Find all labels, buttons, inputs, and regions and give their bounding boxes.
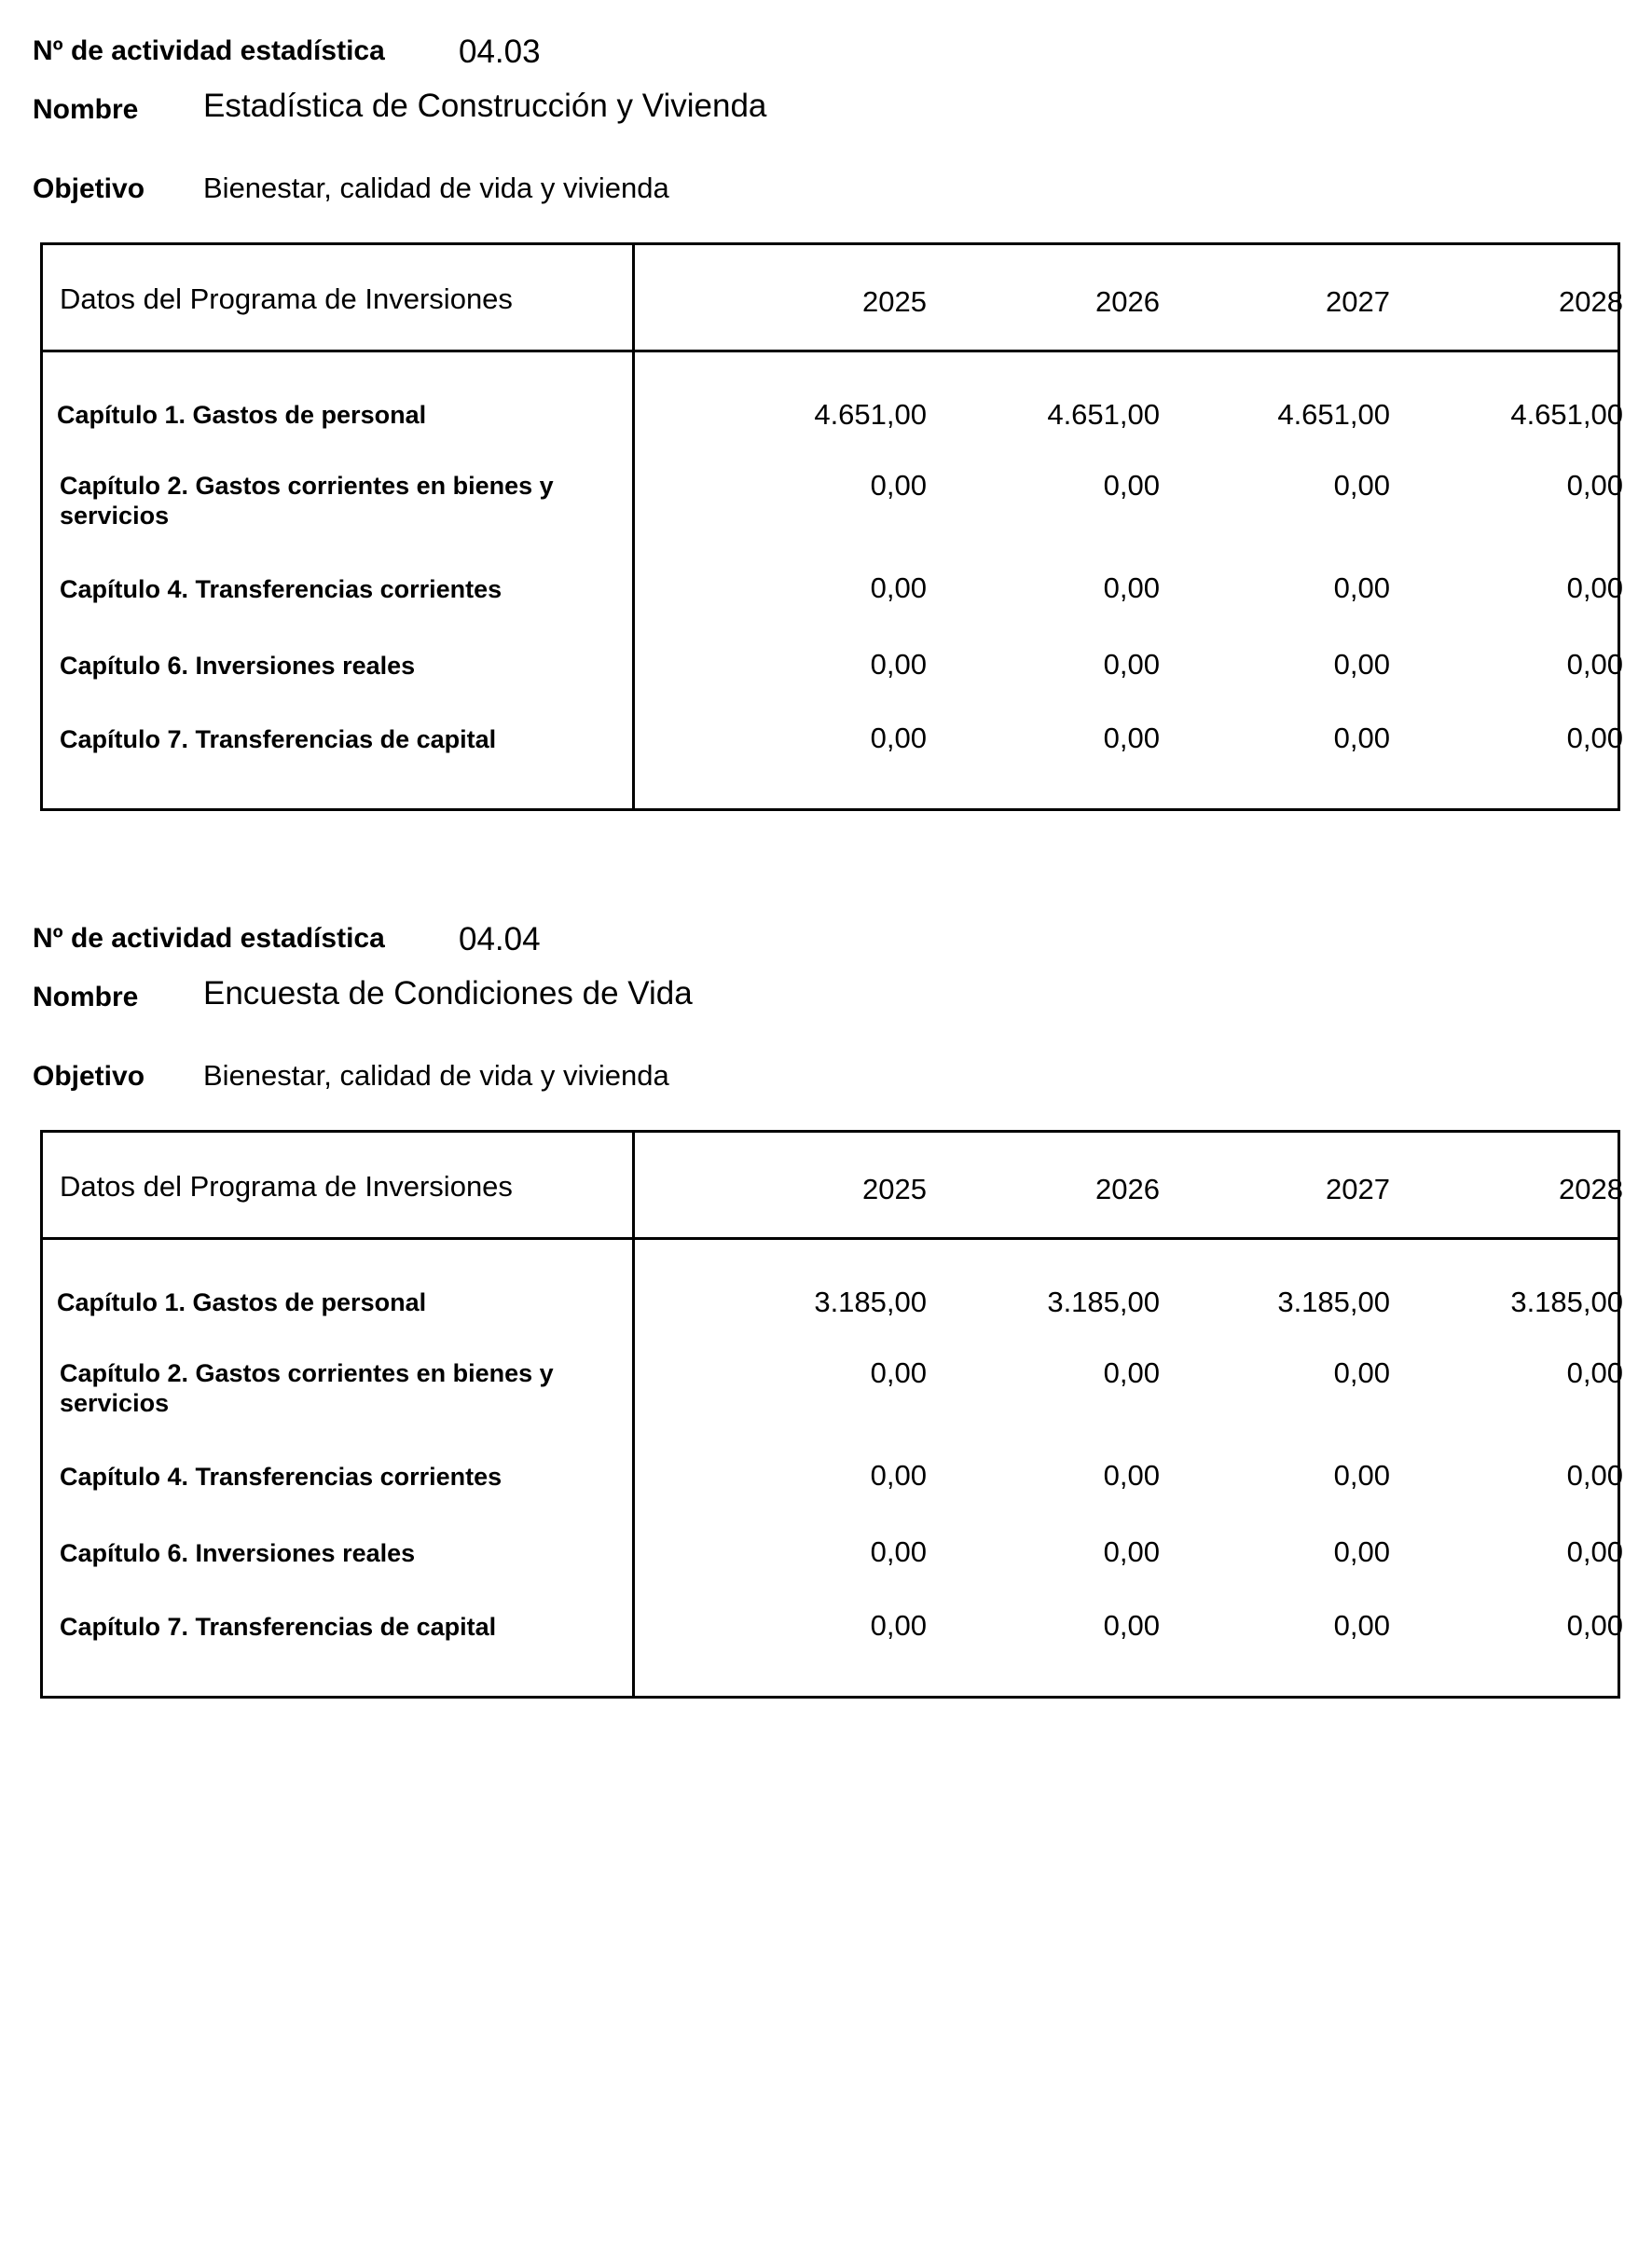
year-header: 2028 bbox=[1559, 285, 1623, 318]
activity-number-value: 04.03 bbox=[459, 34, 541, 70]
header-divider bbox=[43, 350, 1618, 352]
row-value: 0,00 bbox=[870, 648, 927, 681]
row-value: 0,00 bbox=[1333, 1535, 1390, 1568]
year-header: 2028 bbox=[1559, 1173, 1623, 1205]
row-value: 0,00 bbox=[1566, 722, 1623, 754]
row-label: Capítulo 7. Transferencias de capital bbox=[60, 1613, 497, 1641]
row-value: 0,00 bbox=[1566, 648, 1623, 681]
row-value: 4.651,00 bbox=[1047, 398, 1160, 431]
activity-section-1 bbox=[0, 0, 1652, 820]
row-value: 0,00 bbox=[870, 1535, 927, 1568]
year-header: 2026 bbox=[1095, 1173, 1160, 1205]
row-label: Capítulo 2. Gastos corrientes en bienes y servicios bbox=[60, 472, 554, 530]
row-label: Capítulo 6. Inversiones reales bbox=[60, 652, 416, 680]
row-value: 0,00 bbox=[1333, 1609, 1390, 1642]
year-header: 2026 bbox=[1095, 285, 1160, 318]
row-value: 0,00 bbox=[1566, 571, 1623, 604]
row-value: 0,00 bbox=[1103, 1459, 1160, 1492]
row-value: 0,00 bbox=[1566, 1609, 1623, 1642]
row-value: 0,00 bbox=[870, 1609, 927, 1642]
row-value: 0,00 bbox=[1333, 1459, 1390, 1492]
activity-number-label: Nº de actividad estadística bbox=[33, 923, 385, 954]
row-value: 0,00 bbox=[1103, 722, 1160, 754]
row-value: 0,00 bbox=[1566, 1535, 1623, 1568]
row-value: 0,00 bbox=[1333, 571, 1390, 604]
row-value: 0,00 bbox=[870, 1356, 927, 1389]
objective-label: Objetivo bbox=[33, 173, 145, 204]
row-value: 0,00 bbox=[870, 571, 927, 604]
objective-value: Bienestar, calidad de vida y vivienda bbox=[203, 1059, 669, 1092]
name-label: Nombre bbox=[33, 94, 139, 125]
row-label: Capítulo 7. Transferencias de capital bbox=[60, 725, 497, 753]
year-header: 2025 bbox=[862, 1173, 927, 1205]
header-divider bbox=[43, 1237, 1618, 1240]
column-divider bbox=[632, 245, 635, 808]
row-value: 0,00 bbox=[1333, 722, 1390, 754]
row-value: 3.185,00 bbox=[1047, 1286, 1160, 1318]
activity-number-value: 04.04 bbox=[459, 921, 541, 957]
row-label: Capítulo 4. Transferencias corrientes bbox=[60, 1463, 502, 1491]
row-value: 4.651,00 bbox=[1277, 398, 1390, 431]
row-value: 0,00 bbox=[1103, 469, 1160, 502]
row-value: 0,00 bbox=[1103, 1356, 1160, 1389]
row-value: 0,00 bbox=[870, 722, 927, 754]
table-header-label: Datos del Programa de Inversiones bbox=[60, 282, 513, 315]
row-value: 4.651,00 bbox=[1510, 398, 1623, 431]
objective-label: Objetivo bbox=[33, 1061, 145, 1092]
objective-value: Bienestar, calidad de vida y vivienda bbox=[203, 172, 669, 204]
column-divider bbox=[632, 1133, 635, 1696]
row-value: 3.185,00 bbox=[814, 1286, 927, 1318]
row-label: Capítulo 1. Gastos de personal bbox=[57, 401, 427, 429]
activity-section-2 bbox=[0, 888, 1652, 1708]
row-label: Capítulo 2. Gastos corrientes en bienes y servicios bbox=[60, 1359, 554, 1417]
row-value: 0,00 bbox=[1103, 1609, 1160, 1642]
row-value: 0,00 bbox=[1333, 469, 1390, 502]
row-label: Capítulo 6. Inversiones reales bbox=[60, 1539, 416, 1567]
year-header: 2027 bbox=[1326, 285, 1390, 318]
row-value: 0,00 bbox=[1333, 1356, 1390, 1389]
activity-number-label: Nº de actividad estadística bbox=[33, 35, 385, 66]
row-value: 0,00 bbox=[870, 1459, 927, 1492]
row-label: Capítulo 1. Gastos de personal bbox=[57, 1288, 427, 1316]
investment-table bbox=[40, 1130, 1623, 1699]
row-value: 0,00 bbox=[870, 469, 927, 502]
investment-table bbox=[40, 242, 1623, 811]
row-value: 0,00 bbox=[1103, 1535, 1160, 1568]
name-value: Estadística de Construcción y Vivienda bbox=[203, 88, 767, 124]
row-label: Capítulo 4. Transferencias corrientes bbox=[60, 575, 502, 603]
row-value: 0,00 bbox=[1103, 571, 1160, 604]
year-header: 2025 bbox=[862, 285, 927, 318]
year-header: 2027 bbox=[1326, 1173, 1390, 1205]
name-value: Encuesta de Condiciones de Vida bbox=[203, 975, 693, 1012]
row-value: 0,00 bbox=[1103, 648, 1160, 681]
table-header-label: Datos del Programa de Inversiones bbox=[60, 1170, 513, 1203]
row-value: 0,00 bbox=[1566, 1356, 1623, 1389]
row-value: 0,00 bbox=[1566, 1459, 1623, 1492]
row-value: 3.185,00 bbox=[1510, 1286, 1623, 1318]
row-value: 0,00 bbox=[1566, 469, 1623, 502]
name-label: Nombre bbox=[33, 982, 139, 1012]
row-value: 4.651,00 bbox=[814, 398, 927, 431]
row-value: 3.185,00 bbox=[1277, 1286, 1390, 1318]
row-value: 0,00 bbox=[1333, 648, 1390, 681]
